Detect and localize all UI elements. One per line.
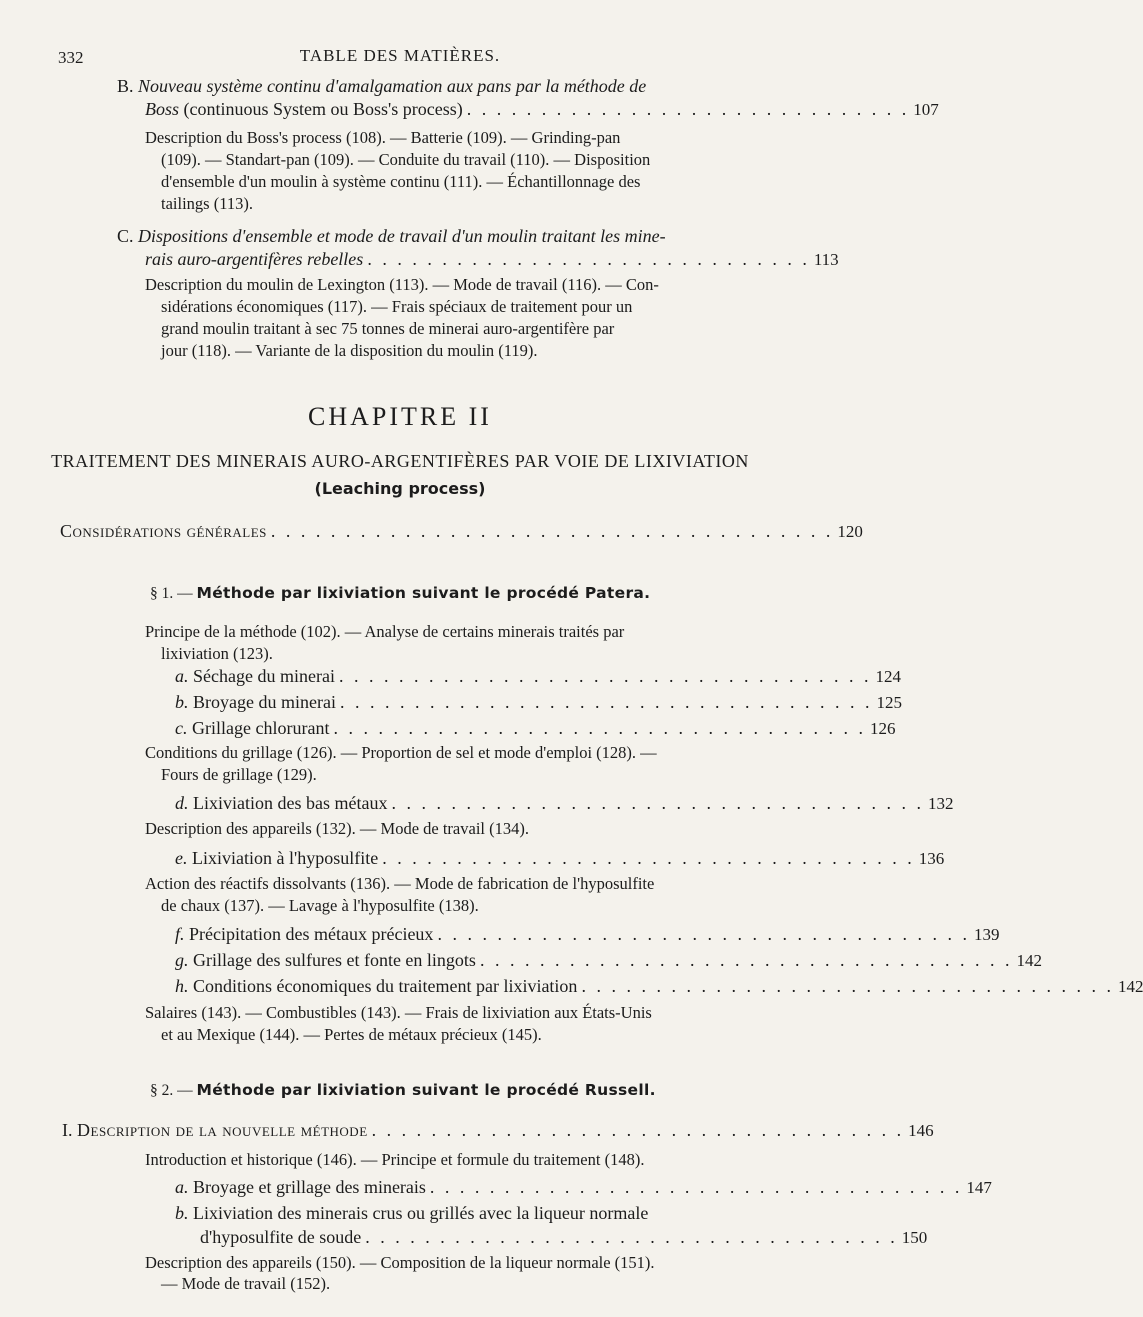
item-e-desc-1: Action des réactifs dissolvants (136). — Mode de fabrication de l'hyposulfite — [145, 874, 655, 893]
item-h: h. Conditions économiques du traitement par lixiviation . . . . . . . . . . . . . . . . . . . . . . . . . . . . . . . . . . . . 142 — [175, 976, 1143, 996]
section-2-heading: § 2. — Méthode par lixiviation suivant le procédé Russell. — [150, 1081, 656, 1099]
item-russell-b-desc-2: — Mode de travail (152). — [161, 1274, 331, 1293]
item-b: b. Broyage du minerai . . . . . . . . . . . . . . . . . . . . . . . . . . . . . . . . . . . . 125 — [175, 692, 902, 712]
part-I-desc: Introduction et historique (146). — Principe et formule du traitement (148). — [145, 1150, 645, 1169]
considerations-entry: Considérations générales . . . . . . . . . . . . . . . . . . . . . . . . . . . . . . . . . . . . . . 120 — [60, 521, 863, 541]
item-e: e. Lixiviation à l'hyposulfite . . . . . . . . . . . . . . . . . . . . . . . . . . . . . . . . . . . . 136 — [175, 848, 945, 868]
chapter-title: CHAPITRE II — [308, 402, 492, 431]
leader-dots: . . . . . . . . . . . . . . . . . . . . . . . . . . . . . . . . . . . . . . — [270, 521, 834, 541]
entry-c-title-line1: C. Dispositions d'ensemble et mode de travail d'un moulin traitant les mine- — [117, 226, 666, 246]
item-f: f. Précipitation des métaux précieux . . . . . . . . . . . . . . . . . . . . . . . . . . . . . . . . . . . . 139 — [175, 924, 1000, 944]
leader-dots: . . . . . . . . . . . . . . . . . . . . . . . . . . . . . . . . . . . . — [382, 848, 915, 868]
item-russell-b-line1: b. Lixiviation des minerais crus ou grillés avec la liqueur normale — [175, 1203, 649, 1223]
section-1-intro-1: Principe de la méthode (102). — Analyse de certains minerais traités par — [145, 622, 625, 641]
item-d: d. Lixiviation des bas métaux . . . . . . . . . . . . . . . . . . . . . . . . . . . . . . . . . . . . 132 — [175, 793, 954, 813]
entry-c-title-line2: rais auro-argentifères rebelles . . . . . . . . . . . . . . . . . . . . . . . . . . . . . . 113 — [145, 249, 839, 269]
entry-b-desc-4: tailings (113). — [161, 194, 253, 213]
item-a: a. Séchage du minerai . . . . . . . . . . . . . . . . . . . . . . . . . . . . . . . . . . . . 124 — [175, 666, 901, 686]
entry-b-title-line2: Boss (continuous System ou Boss's process) . . . . . . . . . . . . . . . . . . . . . . . . . . . . . . 107 — [145, 99, 939, 119]
chapter-subtitle-2: (Leaching process) — [314, 479, 486, 498]
item-c-desc-1: Conditions du grillage (126). — Proportion de sel et mode d'emploi (128). — — [145, 743, 657, 762]
item-h-desc-1: Salaires (143). — Combustibles (143). — Frais de lixiviation aux États-Unis — [145, 1003, 652, 1022]
page-ref: 125 — [876, 693, 902, 712]
leader-dots: . . . . . . . . . . . . . . . . . . . . . . . . . . . . . . . . . . . . — [437, 924, 970, 944]
section-1-heading: § 1. — Méthode par lixiviation suivant le procédé Patera. — [150, 584, 651, 602]
item-g: g. Grillage des sulfures et fonte en lingots . . . . . . . . . . . . . . . . . . . . . . . . . . . . . . . . . . . . 142 — [175, 950, 1042, 970]
leader-dots: . . . . . . . . . . . . . . . . . . . . . . . . . . . . . . . . . . . . — [333, 718, 866, 738]
leader-dots: . . . . . . . . . . . . . . . . . . . . . . . . . . . . . . . . . . . . — [391, 793, 924, 813]
item-russell-b-line2: d'hyposulfite de soude . . . . . . . . . . . . . . . . . . . . . . . . . . . . . . . . . . . . 150 — [200, 1227, 928, 1247]
leader-dots: . . . . . . . . . . . . . . . . . . . . . . . . . . . . . . — [367, 249, 810, 269]
page-ref: 142 — [1016, 951, 1042, 970]
entry-b-title-line1: B. Nouveau système continu d'amalgamation aux pans par la méthode de — [117, 76, 647, 96]
page-ref: 132 — [927, 794, 954, 813]
page-ref: 150 — [901, 1228, 928, 1247]
entry-c-desc-1: Description du moulin de Lexington (113). — Mode de travail (116). — Con- — [145, 275, 659, 294]
item-c-desc-2: Fours de grillage (129). — [161, 765, 317, 784]
chapter-subtitle: TRAITEMENT DES MINERAIS AURO-ARGENTIFÈRES PAR VOIE DE LIXIVIATION — [51, 451, 749, 471]
leader-dots: . . . . . . . . . . . . . . . . . . . . . . . . . . . . . . . . . . . . — [365, 1227, 898, 1247]
entry-c-desc-4: jour (118). — Variante de la disposition du moulin (119). — [161, 341, 538, 360]
entry-c-desc-3: grand moulin traitant à sec 75 tonnes de minerai auro-argentifère par — [161, 319, 615, 338]
section-1-intro-2: lixiviation (123). — [161, 644, 273, 663]
leader-dots: . . . . . . . . . . . . . . . . . . . . . . . . . . . . . . . . . . . . — [429, 1177, 963, 1197]
entry-c-desc-2: sidérations économiques (117). — Frais spéciaux de traitement pour un — [161, 297, 633, 316]
page-ref: 142 — [1117, 977, 1143, 996]
entry-b-desc-1: Description du Boss's process (108). — Batterie (109). — Grinding-pan — [145, 128, 621, 147]
page-ref: 107 — [913, 100, 939, 119]
item-c: c. Grillage chlorurant . . . . . . . . . . . . . . . . . . . . . . . . . . . . . . . . . . . . 126 — [175, 718, 896, 738]
leader-dots: . . . . . . . . . . . . . . . . . . . . . . . . . . . . . . — [466, 99, 910, 119]
item-h-desc-2: et au Mexique (144). — Pertes de métaux précieux (145). — [161, 1025, 542, 1044]
part-I-entry: I. Description de la nouvelle méthode . . . . . . . . . . . . . . . . . . . . . . . . . . . . . . . . . . . . 146 — [62, 1120, 934, 1140]
page-ref: 120 — [837, 522, 863, 541]
leader-dots: . . . . . . . . . . . . . . . . . . . . . . . . . . . . . . . . . . . . — [338, 666, 872, 686]
running-title: TABLE DES MATIÈRES. — [299, 46, 501, 65]
page-ref: 146 — [908, 1121, 934, 1140]
leader-dots: . . . . . . . . . . . . . . . . . . . . . . . . . . . . . . . . . . . . — [581, 976, 1114, 996]
item-russell-b-desc-1: Description des appareils (150). — Composition de la liqueur normale (151). — [145, 1253, 655, 1272]
page-ref: 126 — [869, 719, 896, 738]
page-ref: 139 — [973, 925, 1000, 944]
leader-dots: . . . . . . . . . . . . . . . . . . . . . . . . . . . . . . . . . . . . — [479, 950, 1013, 970]
page-ref: 147 — [966, 1178, 992, 1197]
page-ref: 124 — [875, 667, 901, 686]
page-ref: 136 — [918, 849, 945, 868]
leader-dots: . . . . . . . . . . . . . . . . . . . . . . . . . . . . . . . . . . . . — [371, 1120, 905, 1140]
entry-b-desc-2: (109). — Standart-pan (109). — Conduite du travail (110). — Disposition — [161, 150, 651, 169]
item-e-desc-2: de chaux (137). — Lavage à l'hyposulfite (138). — [161, 896, 479, 915]
item-russell-a: a. Broyage et grillage des minerais . . . . . . . . . . . . . . . . . . . . . . . . . . . . . . . . . . . . 147 — [175, 1177, 992, 1197]
entry-b-desc-3: d'ensemble d'un moulin à système continu (111). — Échantillonnage des — [161, 172, 641, 191]
item-d-desc: Description des appareils (132). — Mode de travail (134). — [145, 819, 529, 838]
leader-dots: . . . . . . . . . . . . . . . . . . . . . . . . . . . . . . . . . . . . — [339, 692, 873, 712]
page-number: 332 — [58, 48, 84, 67]
page-ref: 113 — [813, 250, 839, 269]
